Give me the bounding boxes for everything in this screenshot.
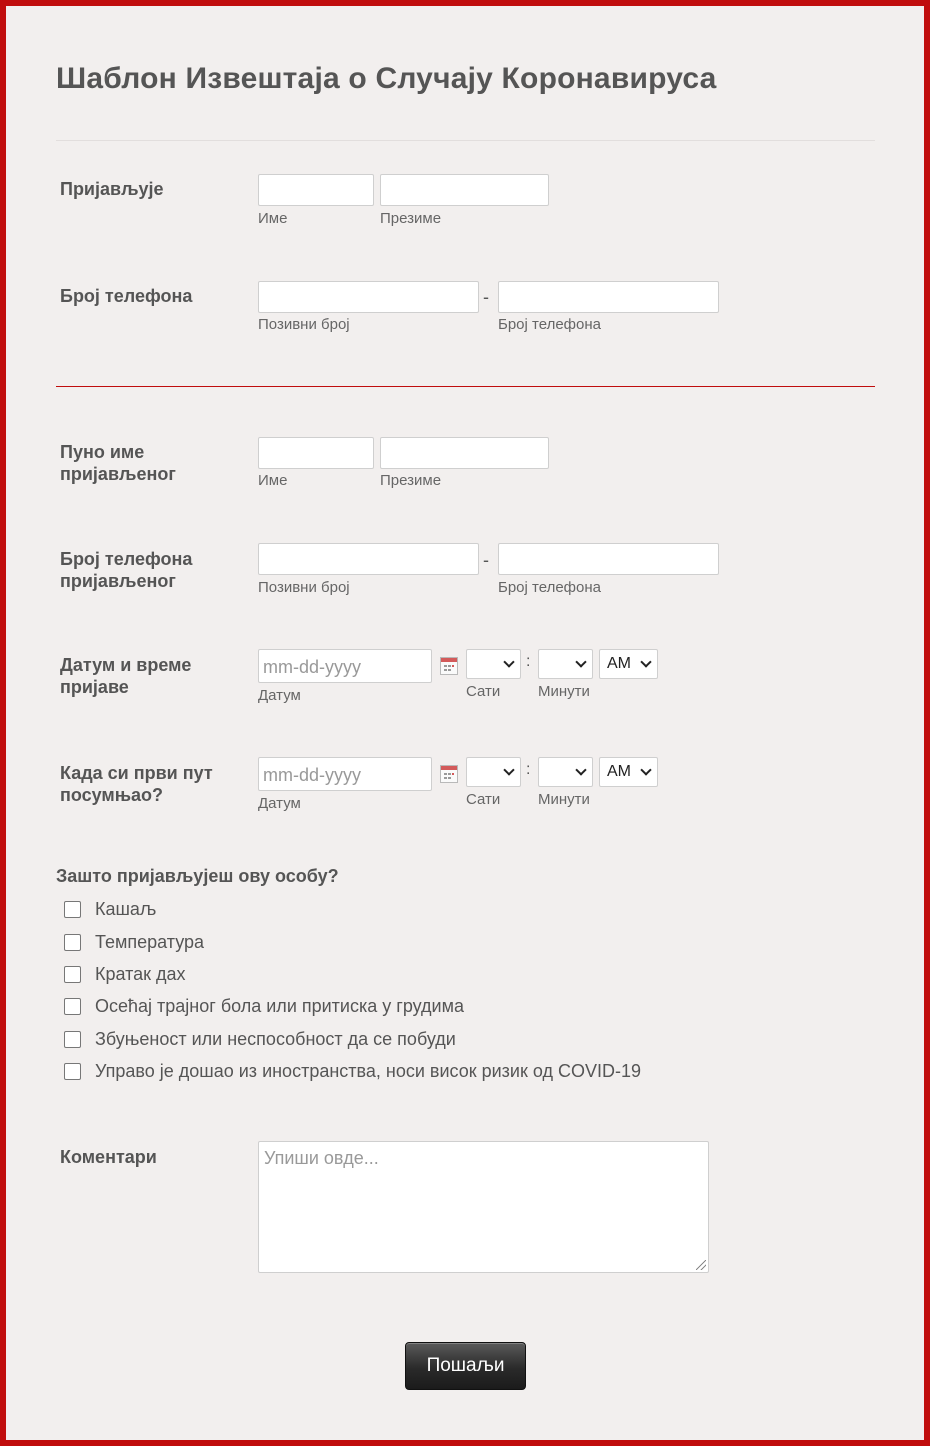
reporter-last-name-input[interactable]	[380, 174, 549, 206]
report-minutes-sublabel: Минути	[538, 683, 590, 700]
suspect-date-sublabel: Датум	[258, 795, 301, 812]
reporter-label: Пријављује	[60, 179, 164, 199]
reported-area-code-sublabel: Позивни број	[258, 579, 350, 596]
chevron-down-icon	[640, 656, 651, 667]
reported-area-code-input[interactable]	[258, 543, 479, 575]
title-divider	[56, 140, 875, 141]
reported-phone-number-input[interactable]	[498, 543, 719, 575]
suspect-hours-sublabel: Сати	[466, 791, 501, 808]
comments-placeholder: Упиши овде...	[264, 1148, 379, 1168]
ampm-value: AM	[607, 655, 631, 672]
section-divider	[56, 386, 875, 387]
comments-textarea[interactable]	[258, 1141, 709, 1273]
calendar-icon[interactable]	[440, 765, 458, 783]
checkbox[interactable]	[64, 966, 81, 983]
reason-option-label[interactable]: Збуњеност или неспособност да се побуди	[95, 1029, 456, 1049]
report-hours-sublabel: Сати	[466, 683, 501, 700]
chevron-down-icon	[575, 656, 586, 667]
suspect-minutes-select[interactable]	[538, 757, 593, 787]
checkbox[interactable]	[64, 998, 81, 1015]
form-title: Шаблон Извештаја о Случају Коронавируса	[56, 62, 717, 95]
reported-name-label: Пуно име пријављеног	[60, 442, 176, 484]
report-date-input[interactable]: mm-dd-yyyy	[258, 649, 432, 683]
report-date-sublabel: Датум	[258, 687, 301, 704]
reporter-first-name-sublabel: Име	[258, 210, 288, 227]
suspect-date-input[interactable]: mm-dd-yyyy	[258, 757, 432, 791]
suspect-minutes-sublabel: Минути	[538, 791, 590, 808]
submit-button[interactable]: Пошаљи	[405, 1342, 526, 1390]
reason-option-label[interactable]: Температура	[95, 932, 205, 952]
reasons-question: Зашто пријављујеш ову особу?	[56, 866, 339, 886]
suspect-ampm-select[interactable]	[599, 757, 658, 787]
checkbox[interactable]	[64, 934, 81, 951]
reported-first-name-input[interactable]	[258, 437, 374, 469]
report-datetime-label: Датум и време пријаве	[60, 655, 192, 697]
chevron-down-icon	[640, 764, 651, 775]
chevron-down-icon	[503, 656, 514, 667]
reported-phone-label: Број телефона пријављеног	[60, 549, 193, 591]
checkbox[interactable]	[64, 901, 81, 918]
report-minutes-select[interactable]	[538, 649, 593, 679]
checkbox[interactable]	[64, 1063, 81, 1080]
reason-option-label[interactable]: Кратак дах	[95, 964, 186, 984]
reporter-area-code-input[interactable]	[258, 281, 479, 313]
reported-first-name-sublabel: Име	[258, 472, 288, 489]
suspect-datetime-label: Када си први пут посумњао?	[60, 763, 213, 805]
reporter-phone-number-sublabel: Број телефона	[498, 316, 601, 333]
reported-last-name-input[interactable]	[380, 437, 549, 469]
reporter-last-name-sublabel: Презиме	[380, 210, 442, 227]
reporter-area-code-sublabel: Позивни број	[258, 316, 350, 333]
suspect-hours-select[interactable]	[466, 757, 521, 787]
comments-label: Коментари	[60, 1147, 157, 1167]
time-colon: :	[526, 761, 531, 778]
reporter-phone-number-input[interactable]	[498, 281, 719, 313]
report-hours-select[interactable]	[466, 649, 521, 679]
time-colon: :	[526, 653, 531, 670]
calendar-icon[interactable]	[440, 657, 458, 675]
checkbox[interactable]	[64, 1031, 81, 1048]
report-ampm-select[interactable]	[599, 649, 658, 679]
reason-option-label[interactable]: Кашаљ	[95, 899, 157, 919]
chevron-down-icon	[575, 764, 586, 775]
reason-option-label[interactable]: Управо је дошао из иностранства, носи висок ризик од COVID-19	[95, 1061, 641, 1081]
reported-phone-number-sublabel: Број телефона	[498, 579, 601, 596]
reason-option-label[interactable]: Осећај трајног бола или притиска у грудима	[95, 996, 464, 1016]
ampm-value: AM	[607, 763, 631, 780]
chevron-down-icon	[503, 764, 514, 775]
resize-grip-icon[interactable]	[696, 1260, 706, 1270]
reporter-phone-label: Број телефона	[60, 286, 193, 306]
phone-separator: -	[483, 287, 489, 307]
reported-last-name-sublabel: Презиме	[380, 472, 442, 489]
reporter-first-name-input[interactable]	[258, 174, 374, 206]
reported-phone-separator: -	[483, 550, 489, 570]
